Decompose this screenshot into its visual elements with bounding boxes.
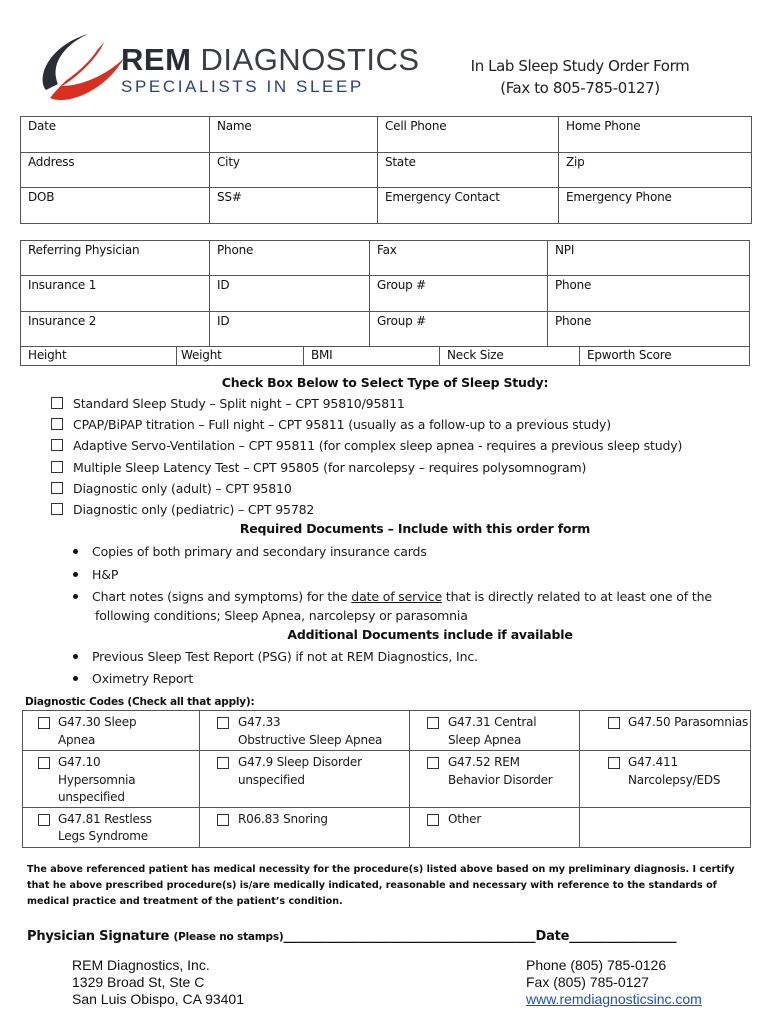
checkbox[interactable]: [608, 717, 620, 729]
field-label: Cell Phone: [385, 119, 447, 133]
field-label: Weight: [181, 348, 222, 362]
ssn-field[interactable]: [210, 188, 378, 224]
address-field[interactable]: [21, 153, 210, 188]
physician-phone-field[interactable]: [210, 241, 370, 276]
checkbox[interactable]: [427, 814, 439, 826]
dx-label: G47.81 Restless: [58, 811, 152, 826]
dx-label: G47.52 REM: [448, 755, 520, 769]
diagnostic-codes-table: [22, 710, 751, 848]
field-label: Home Phone: [566, 119, 641, 133]
checkbox[interactable]: [608, 757, 620, 769]
required-doc-insurance-cards: [73, 544, 427, 559]
brand-bold: REM: [121, 42, 192, 77]
dx-label: G47.30 Sleep: [58, 715, 137, 729]
footer-phone: Phone (805) 785-0126: [526, 957, 667, 973]
study-option-asv[interactable]: [51, 438, 682, 453]
field-label: Fax: [377, 243, 397, 257]
dx-label: Hypersomnia: [58, 772, 136, 787]
field-label: Date: [28, 119, 56, 133]
study-option-diagnostic-pediatric[interactable]: [51, 502, 314, 517]
emergency-phone-field[interactable]: [559, 188, 752, 224]
field-label: Phone: [555, 278, 592, 292]
patient-info-table: [20, 116, 752, 224]
field-label: Emergency Phone: [566, 190, 672, 204]
field-label: Epworth Score: [587, 348, 672, 362]
form-title-line2: (Fax to 805-785-0127): [500, 79, 660, 97]
dx-label: Obstructive Sleep Apnea: [238, 732, 383, 747]
dx-label: G47.33: [238, 715, 281, 729]
required-documents-heading: Required Documents – Include with this order form: [239, 521, 591, 536]
dx-label: G47.411: [628, 755, 678, 769]
dx-g4731[interactable]: [410, 711, 580, 751]
field-label: SS#: [217, 190, 242, 204]
field-label: Phone: [555, 314, 592, 328]
bmi-field[interactable]: [304, 347, 440, 366]
field-label: Group #: [377, 278, 427, 292]
date-of-service-emphasis: date of service: [351, 589, 442, 604]
field-label: ID: [217, 314, 230, 328]
cell-phone-field[interactable]: [378, 117, 559, 153]
dx-other[interactable]: [410, 807, 580, 847]
required-doc-label: H&P: [92, 567, 119, 582]
diagnostic-codes-heading: Diagnostic Codes (Check all that apply):: [25, 696, 255, 708]
home-phone-field[interactable]: [559, 117, 752, 153]
footer-website-link[interactable]: www.remdiagnosticsinc.com: [526, 991, 702, 1007]
city-field[interactable]: [210, 153, 378, 188]
signature-label: Physician Signature: [27, 929, 170, 944]
checkbox[interactable]: [38, 814, 50, 826]
dx-label: R06.83 Snoring: [238, 811, 328, 826]
field-label: Phone: [217, 243, 254, 257]
checkbox[interactable]: [51, 482, 63, 494]
footer-city: San Luis Obispo, CA 93401: [72, 991, 245, 1007]
dx-label: G47.50 Parasomnias: [628, 715, 749, 729]
field-label: Insurance 2: [28, 314, 97, 328]
dx-g4752[interactable]: [410, 751, 580, 808]
additional-doc-previous-psg: [73, 649, 478, 664]
field-label: Zip: [566, 155, 585, 169]
dx-g4730[interactable]: [23, 711, 200, 751]
additional-doc-label: Oximetry Report: [92, 671, 194, 686]
dx-label: G47.10: [58, 755, 101, 769]
additional-doc-oximetry: [73, 671, 193, 686]
field-label: BMI: [311, 348, 333, 362]
study-option-label: CPAP/BiPAP titration – Full night – CPT 95811 (usually as a follow-up to a previous study): [73, 417, 611, 432]
checkbox[interactable]: [38, 717, 50, 729]
dx-label: G47.9 Sleep Disorder: [238, 755, 362, 769]
insurance-1-field[interactable]: [21, 276, 210, 312]
weight-field[interactable]: [177, 347, 304, 366]
field-label: Insurance 1: [28, 278, 97, 292]
referring-physician-field[interactable]: [21, 241, 210, 276]
field-label: Height: [28, 348, 67, 362]
insurance-2-group-field[interactable]: [370, 312, 548, 347]
chart-notes-text: Chart notes (signs and symptoms) for the: [92, 589, 352, 604]
dx-label: unspecified: [58, 790, 125, 804]
field-label: Referring Physician: [28, 243, 140, 257]
study-option-standard[interactable]: [51, 396, 405, 411]
footer-contact: [526, 957, 702, 1008]
additional-documents-heading: Additional Documents include if available: [287, 627, 573, 642]
field-label: Emergency Contact: [385, 190, 500, 204]
checkbox[interactable]: [51, 439, 63, 451]
dx-g47411[interactable]: [580, 751, 751, 808]
dx-label: G47.31 Central: [448, 715, 537, 729]
checkbox[interactable]: [427, 717, 439, 729]
additional-doc-label: Previous Sleep Test Report (PSG) if not at REM Diagnostics, Inc.: [92, 649, 478, 664]
neck-size-field[interactable]: [440, 347, 580, 366]
field-label: State: [385, 155, 416, 169]
signature-blank[interactable]: ________________________________________: [283, 929, 536, 944]
signature-note: (Please no stamps): [173, 931, 284, 943]
brand-name: [121, 42, 420, 78]
footer-fax: Fax (805) 785-0127: [526, 974, 649, 990]
physician-fax-field[interactable]: [370, 241, 548, 276]
study-option-cpap-titration[interactable]: [51, 417, 611, 432]
name-field[interactable]: [210, 117, 378, 153]
dob-field[interactable]: [21, 188, 210, 224]
bullet-icon: [73, 676, 78, 681]
patient-metrics-row: [20, 346, 750, 366]
study-option-label: Multiple Sleep Latency Test – CPT 95805 (for narcolepsy – requires polysomnogram): [73, 460, 587, 475]
footer-street: 1329 Broad St, Ste C: [72, 974, 205, 990]
footer-address: [72, 957, 244, 1008]
insurance-2-field[interactable]: [21, 312, 210, 347]
checkbox[interactable]: [217, 814, 229, 826]
dx-label: Narcolepsy/EDS: [628, 772, 721, 787]
checkbox[interactable]: [427, 757, 439, 769]
dx-g4710[interactable]: [23, 751, 200, 808]
height-field[interactable]: [21, 347, 177, 366]
insurance-1-phone-field[interactable]: [548, 276, 750, 312]
npi-field[interactable]: [548, 241, 750, 276]
bullet-icon: [73, 549, 78, 554]
checkbox[interactable]: [51, 418, 63, 430]
date-label: Date: [535, 929, 570, 944]
date-field[interactable]: [21, 117, 210, 153]
bullet-icon: [73, 572, 78, 577]
footer-company: REM Diagnostics, Inc.: [72, 957, 210, 973]
dx-g479[interactable]: [200, 751, 410, 808]
brand-tagline: SPECIALISTS IN SLEEP: [121, 77, 364, 96]
emergency-contact-field[interactable]: [378, 188, 559, 224]
dx-g4733[interactable]: [200, 711, 410, 751]
field-label: ID: [217, 278, 230, 292]
insurance-1-id-field[interactable]: [210, 276, 370, 312]
dx-g4750[interactable]: [580, 711, 751, 751]
zip-field[interactable]: [559, 153, 752, 188]
chart-notes-text-cont: that is directly related to at least one of the: [442, 589, 712, 604]
study-option-label: Standard Sleep Study – Split night – CPT 95810/95811: [73, 396, 405, 411]
dx-label: Sleep Apnea: [448, 732, 522, 747]
study-option-mslt[interactable]: [51, 460, 586, 475]
checkbox[interactable]: [51, 461, 63, 473]
insurance-2-phone-field[interactable]: [548, 312, 750, 347]
dx-label: unspecified: [238, 772, 305, 787]
study-option-label: Diagnostic only (adult) – CPT 95810: [73, 481, 292, 496]
dx-label: Behavior Disorder: [448, 772, 553, 787]
required-doc-label: Copies of both primary and secondary insurance cards: [92, 544, 427, 559]
bullet-icon: [73, 594, 78, 599]
physician-signature-line[interactable]: [27, 929, 676, 944]
checkbox[interactable]: [51, 397, 63, 409]
field-label: DOB: [28, 190, 55, 204]
state-field[interactable]: [378, 153, 559, 188]
date-blank[interactable]: _________________: [569, 929, 677, 944]
field-label: City: [217, 155, 240, 169]
field-label: Group #: [377, 314, 427, 328]
physician-insurance-table: [20, 240, 750, 347]
dx-label: Apnea: [58, 732, 96, 747]
required-doc-chart-notes: [73, 589, 712, 604]
dx-empty-cell: [580, 807, 751, 847]
study-type-heading: Check Box Below to Select Type of Sleep Study:: [221, 375, 549, 390]
field-label: Name: [217, 119, 252, 133]
bullet-icon: [73, 654, 78, 659]
medical-necessity-statement: The above referenced patient has medical necessity for the procedure(s) listed above based on my preliminary diagnosis. I certify that he above prescribed procedure(s) is/are medically indicated, reasonable and necessary with reference to the standards of medical practice and treatment of the patient’s condition.: [27, 864, 735, 907]
field-label: Address: [28, 155, 75, 169]
insurance-1-group-field[interactable]: [370, 276, 548, 312]
dx-label: Other: [448, 811, 482, 826]
brand-thin: DIAGNOSTICS: [200, 42, 420, 77]
field-label: NPI: [555, 243, 575, 257]
form-title-line1: In Lab Sleep Study Order Form: [470, 57, 690, 75]
checkbox[interactable]: [217, 717, 229, 729]
epworth-score-field[interactable]: [580, 347, 750, 366]
insurance-2-id-field[interactable]: [210, 312, 370, 347]
chart-notes-text-line2: following conditions; Sleep Apnea, narcolepsy or parasomnia: [95, 608, 468, 623]
dx-label: Legs Syndrome: [58, 829, 148, 843]
study-option-label: Adaptive Servo-Ventilation – CPT 95811 (for complex sleep apnea - requires a previous sleep study): [73, 438, 683, 453]
study-option-label: Diagnostic only (pediatric) – CPT 95782: [73, 502, 315, 517]
study-option-diagnostic-adult[interactable]: [51, 481, 292, 496]
field-label: Neck Size: [447, 348, 504, 362]
company-logo: [28, 28, 428, 108]
checkbox[interactable]: [51, 503, 63, 515]
checkbox[interactable]: [38, 757, 50, 769]
dx-g4781[interactable]: [23, 807, 200, 847]
form-title: [430, 55, 730, 99]
checkbox[interactable]: [217, 757, 229, 769]
dx-r0683[interactable]: [200, 807, 410, 847]
required-doc-hp: [73, 567, 118, 582]
